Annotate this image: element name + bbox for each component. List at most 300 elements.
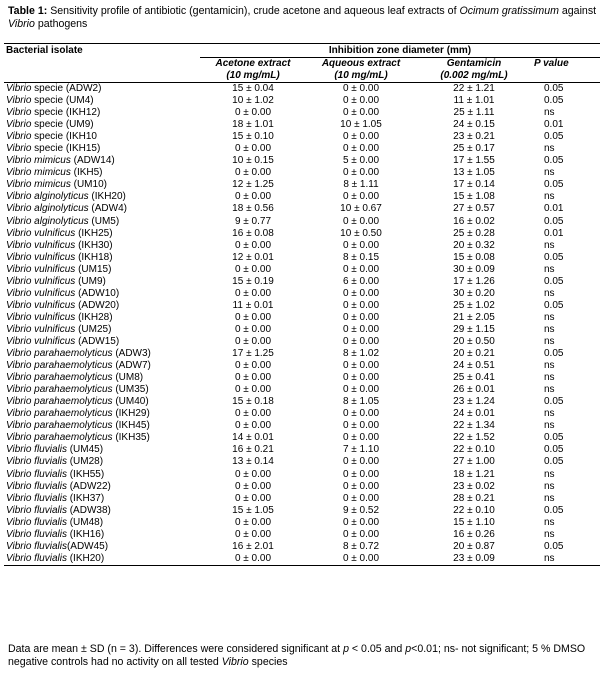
- isolate-strain: (IKH29): [112, 408, 150, 420]
- isolate-strain: (UM28): [66, 456, 104, 468]
- p-value-cell: ns: [544, 528, 555, 540]
- p-value-cell: 0.01: [544, 119, 564, 131]
- acetone-cell: 12 ± 1.25: [232, 179, 274, 191]
- gentamicin-cell: 23 ± 0.21: [453, 131, 495, 143]
- isolate-strain: (IKH28): [75, 311, 113, 323]
- aqueous-cell: 0 ± 0.00: [342, 239, 380, 251]
- isolate-strain: (UM35): [112, 384, 149, 396]
- isolate-cell: [4, 481, 200, 493]
- isolate-strain: (ADW7): [112, 360, 151, 372]
- p-value-cell: 0.05: [544, 215, 564, 227]
- aqueous-cell: 0 ± 0.00: [342, 95, 380, 107]
- aqueous-cell: 0 ± 0.00: [342, 311, 380, 323]
- p-value-cell: 0.05: [544, 504, 564, 516]
- p-value-cell: 0.05: [544, 95, 564, 107]
- aqueous-cell: 10 ± 1.05: [340, 119, 382, 131]
- acetone-cell: 0 ± 0.00: [234, 287, 272, 299]
- gentamicin-cell: 16 ± 0.26: [453, 528, 495, 540]
- aqueous-cell: 0 ± 0.00: [342, 299, 380, 311]
- p-value-cell: 0.05: [544, 456, 564, 468]
- isolate-cell: [4, 505, 200, 517]
- acetone-cell: 0 ± 0.00: [234, 516, 272, 528]
- gentamicin-cell: 11 ± 1.01: [453, 95, 495, 107]
- isolate-strain: (IKH18): [75, 251, 113, 263]
- isolate-cell: [4, 119, 200, 131]
- table-row: [4, 481, 600, 493]
- isolate-cell: [4, 155, 200, 167]
- isolate-cell: [4, 143, 200, 155]
- isolate-genus: Vibrio parahaemolyticus: [6, 432, 113, 444]
- p-value-cell: ns: [544, 360, 555, 372]
- gentamicin-cell: 25 ± 1.02: [453, 299, 495, 311]
- table-row: [4, 456, 600, 468]
- aqueous-cell: 0 ± 0.00: [342, 287, 380, 299]
- footnote-text: species: [248, 656, 288, 668]
- p-value-cell: 0.05: [544, 179, 564, 191]
- header-blank: [4, 58, 200, 71]
- isolate-genus: Vibrio: [6, 131, 32, 143]
- p-value-cell: ns: [544, 287, 555, 299]
- gentamicin-cell: 24 ± 0.01: [453, 408, 495, 420]
- table-footnote: [8, 643, 598, 669]
- isolate-strain: specie (UM9): [31, 119, 94, 131]
- p-value-cell: 0.05: [544, 348, 564, 360]
- isolate-cell: [4, 264, 200, 276]
- isolate-genus: Vibrio fluvialis: [6, 504, 67, 516]
- isolate-cell: [4, 95, 200, 107]
- aqueous-cell: 0 ± 0.00: [342, 191, 380, 203]
- isolate-strain: (UM5): [88, 215, 120, 227]
- isolate-strain: (IKH55): [66, 468, 105, 480]
- isolate-genus: Vibrio parahaemolyticus: [6, 396, 113, 408]
- isolate-genus: Vibrio fluvialis: [6, 492, 67, 504]
- isolate-genus: Vibrio vulnificus: [6, 287, 76, 299]
- isolate-genus: Vibrio fluvialis: [6, 552, 67, 564]
- aqueous-cell: 0 ± 0.00: [342, 167, 380, 179]
- isolate-cell: [4, 167, 200, 179]
- header-aqueous: Aqueous extract: [321, 58, 401, 69]
- isolate-cell: [4, 336, 200, 348]
- table-row: [4, 469, 600, 481]
- isolate-cell: [4, 529, 200, 541]
- acetone-cell: 0 ± 0.00: [234, 360, 272, 372]
- p-value-cell: 0.05: [544, 299, 564, 311]
- isolate-cell: [4, 360, 200, 372]
- isolate-cell: [4, 228, 200, 240]
- isolate-genus: Vibrio parahaemolyticus: [6, 372, 113, 384]
- p-value-cell: ns: [544, 239, 555, 251]
- table-row: [4, 107, 600, 119]
- p-value-cell: 0.05: [544, 540, 564, 552]
- isolate-strain: (ADW14): [70, 155, 115, 167]
- isolate-cell: [4, 408, 200, 420]
- p-value-cell: ns: [544, 143, 555, 155]
- isolate-cell: [4, 541, 200, 553]
- aqueous-cell: 0 ± 0.00: [342, 384, 380, 396]
- isolate-genus: Vibrio parahaemolyticus: [6, 360, 113, 372]
- aqueous-cell: 0 ± 0.00: [342, 131, 380, 143]
- isolate-cell: [4, 324, 200, 336]
- isolate-cell: [4, 131, 200, 143]
- p-value-cell: ns: [544, 191, 555, 203]
- isolate-genus: Vibrio: [6, 95, 32, 107]
- gentamicin-cell: 17 ± 1.26: [453, 275, 495, 287]
- gentamicin-cell: 22 ± 1.52: [453, 432, 495, 444]
- isolate-strain: (IKH35): [112, 432, 150, 444]
- aqueous-cell: 0 ± 0.00: [306, 553, 416, 566]
- acetone-cell: 0 ± 0.00: [234, 323, 272, 335]
- acetone-cell: 0 ± 0.00: [234, 311, 272, 323]
- table-row: [4, 228, 600, 240]
- aqueous-cell: 0 ± 0.00: [342, 528, 380, 540]
- header-row: [4, 58, 600, 71]
- gentamicin-cell: 23 ± 1.24: [453, 396, 495, 408]
- gentamicin-cell: 27 ± 0.57: [453, 203, 495, 215]
- p-value-cell: ns: [544, 384, 555, 396]
- caption-text: Sensitivity profile of antibiotic (gentamicin), crude acetone and aqueous leaf extracts of: [47, 5, 460, 17]
- isolate-genus: Vibrio: [6, 143, 32, 155]
- p-value-cell: 0.05: [544, 444, 564, 456]
- isolate-cell: [4, 252, 200, 264]
- isolate-cell: [4, 240, 200, 252]
- isolate-genus: Vibrio fluvialis: [6, 480, 67, 492]
- table-row: [4, 155, 600, 167]
- aqueous-cell: 0 ± 0.00: [342, 456, 380, 468]
- gentamicin-cell: 20 ± 0.50: [453, 336, 495, 347]
- acetone-cell: 15 ± 0.19: [232, 275, 274, 287]
- isolate-cell: [4, 191, 200, 203]
- table-row: [4, 119, 600, 131]
- acetone-cell: 15 ± 1.05: [232, 504, 274, 516]
- isolate-genus: Vibrio vulnificus: [6, 275, 76, 287]
- acetone-cell: 10 ± 0.15: [232, 155, 274, 167]
- p-value-cell: ns: [544, 468, 555, 480]
- acetone-cell: 0 ± 0.00: [234, 480, 272, 492]
- p-value-cell: 0.05: [544, 275, 564, 287]
- isolate-genus: Vibrio vulnificus: [6, 336, 76, 347]
- footnote-p: p: [405, 643, 412, 655]
- gentamicin-cell: 13 ± 1.05: [453, 167, 495, 179]
- acetone-cell: 0 ± 0.00: [234, 239, 272, 251]
- aqueous-cell: 0 ± 0.00: [342, 468, 380, 480]
- aqueous-cell: 8 ± 0.15: [342, 251, 380, 263]
- isolate-genus: Vibrio mimicus: [6, 155, 71, 167]
- header-aqueous-unit: (10 mg/mL): [306, 70, 416, 83]
- isolate-strain: (UM9): [75, 275, 106, 287]
- acetone-cell: 0 ± 0.00: [234, 420, 272, 432]
- gentamicin-cell: 22 ± 0.10: [453, 444, 495, 456]
- aqueous-cell: 0 ± 0.00: [342, 432, 380, 444]
- gentamicin-cell: 20 ± 0.32: [453, 239, 495, 251]
- table-row: [4, 384, 600, 396]
- table-caption: [8, 5, 598, 31]
- footnote-genus: Vibrio: [221, 656, 249, 668]
- aqueous-cell: 10 ± 0.67: [340, 203, 382, 215]
- gentamicin-cell: 25 ± 0.28: [453, 227, 495, 239]
- footnote-text: <0.01; ns- not significant; 5 % DMSO negative controls had no activity on all tested: [8, 643, 586, 668]
- isolate-strain: (IKH20): [88, 191, 126, 203]
- isolate-genus: Vibrio vulnificus: [6, 239, 76, 251]
- table-row: [4, 348, 600, 360]
- caption-text: pathogens: [34, 18, 88, 30]
- isolate-cell: [4, 276, 200, 288]
- aqueous-cell: 0 ± 0.00: [342, 372, 380, 384]
- caption-species: Ocimum gratissimum: [459, 5, 559, 17]
- isolate-genus: Vibrio: [6, 107, 32, 119]
- table-row: [4, 83, 600, 96]
- header-row: [4, 44, 600, 58]
- p-value-cell: 0.01: [544, 227, 564, 239]
- p-value-cell: ns: [544, 323, 555, 335]
- isolate-genus: Vibrio fluvialis: [6, 540, 67, 552]
- header-isolate: Bacterial isolate: [4, 44, 200, 58]
- gentamicin-cell: 18 ± 1.21: [453, 468, 495, 480]
- acetone-cell: 15 ± 0.18: [232, 396, 274, 408]
- isolate-cell: [4, 216, 200, 228]
- aqueous-cell: 0 ± 0.00: [342, 408, 380, 420]
- gentamicin-cell: 28 ± 0.21: [453, 492, 495, 504]
- isolate-cell: [4, 396, 200, 408]
- table-row: [4, 408, 600, 420]
- isolate-strain: (ADW15): [75, 336, 120, 347]
- p-value-cell: 0.05: [544, 131, 564, 143]
- footnote-p: p: [343, 643, 349, 655]
- gentamicin-cell: 25 ± 0.41: [453, 372, 495, 384]
- aqueous-cell: 0 ± 0.00: [342, 360, 380, 372]
- table-row: [4, 517, 600, 529]
- isolate-strain: (UM40): [112, 396, 149, 408]
- acetone-cell: 0 ± 0.00: [234, 191, 272, 203]
- p-value-cell: ns: [544, 516, 555, 528]
- table-row: [4, 505, 600, 517]
- isolate-cell: [4, 83, 200, 96]
- isolate-cell: [4, 300, 200, 312]
- acetone-cell: 15 ± 0.04: [232, 83, 274, 95]
- acetone-cell: 18 ± 0.56: [232, 203, 274, 215]
- isolate-cell: [4, 432, 200, 444]
- aqueous-cell: 8 ± 1.05: [342, 396, 380, 408]
- table-row: [4, 360, 600, 372]
- header-row: [4, 70, 600, 83]
- aqueous-cell: 10 ± 0.50: [340, 227, 382, 239]
- isolate-cell: [4, 288, 200, 300]
- acetone-cell: 0 ± 0.00: [234, 167, 272, 179]
- isolate-genus: Vibrio alginolyticus: [6, 191, 89, 203]
- isolate-genus: Vibrio fluvialis: [6, 456, 67, 468]
- gentamicin-cell: 24 ± 0.15: [453, 119, 495, 131]
- aqueous-cell: 7 ± 1.10: [342, 444, 380, 456]
- isolate-genus: Vibrio parahaemolyticus: [6, 384, 113, 396]
- isolate-strain: (ADW22): [66, 480, 111, 492]
- acetone-cell: 16 ± 0.08: [232, 227, 274, 239]
- isolate-cell: [4, 348, 200, 360]
- table-row: [4, 312, 600, 324]
- isolate-strain: (IKH37): [66, 492, 105, 504]
- p-value-cell: ns: [544, 336, 555, 347]
- table-row: [4, 420, 600, 432]
- isolate-cell: [4, 493, 200, 505]
- header-acetone-unit: (10 mg/mL): [200, 70, 306, 83]
- isolate-strain: (ADW4): [88, 203, 127, 215]
- isolate-strain: specie (IKH10: [31, 131, 97, 143]
- gentamicin-cell: 17 ± 1.55: [453, 155, 495, 167]
- p-value-cell: 0.05: [544, 251, 564, 263]
- aqueous-cell: 9 ± 0.52: [342, 504, 380, 516]
- aqueous-cell: 0 ± 0.00: [342, 492, 380, 504]
- isolate-strain: specie (IKH12): [31, 107, 101, 119]
- gentamicin-cell: 23 ± 0.02: [453, 480, 495, 492]
- aqueous-cell: 6 ± 0.00: [342, 275, 380, 287]
- footnote-text: Data are mean ± SD (n = 3). Differences were considered significant at: [8, 643, 344, 655]
- isolate-strain: (UM10): [70, 179, 107, 191]
- table-row: [4, 336, 600, 348]
- table-row: [4, 240, 600, 252]
- isolate-cell: [4, 517, 200, 529]
- isolate-strain: (IKH5): [70, 167, 103, 179]
- acetone-cell: 0 ± 0.00: [234, 528, 272, 540]
- aqueous-cell: 0 ± 0.00: [342, 323, 380, 335]
- acetone-cell: 14 ± 0.01: [232, 432, 274, 444]
- aqueous-cell: 0 ± 0.00: [342, 480, 380, 492]
- aqueous-cell: 8 ± 1.02: [342, 348, 380, 360]
- table-row: [4, 252, 600, 264]
- aqueous-cell: 8 ± 1.11: [343, 179, 379, 191]
- p-value-cell: ns: [544, 408, 555, 420]
- isolate-cell: [4, 456, 200, 468]
- p-value-cell: ns: [544, 492, 555, 504]
- isolate-genus: Vibrio vulnificus: [6, 263, 76, 275]
- acetone-cell: 0 ± 0.00: [234, 372, 272, 384]
- footnote-text: < 0.05 and: [348, 643, 406, 655]
- table-row: [4, 95, 600, 107]
- p-value-cell: 0.05: [544, 396, 564, 408]
- isolate-strain: (UM25): [75, 323, 112, 335]
- p-value-cell: ns: [544, 107, 555, 119]
- gentamicin-cell: 26 ± 0.01: [453, 384, 495, 396]
- aqueous-cell: 0 ± 0.00: [342, 107, 380, 119]
- gentamicin-cell: 15 ± 0.08: [453, 251, 495, 263]
- aqueous-cell: 5 ± 0.00: [342, 155, 380, 167]
- isolate-genus: Vibrio: [6, 119, 32, 131]
- p-value-cell: ns: [544, 263, 555, 275]
- table-row: [4, 529, 600, 541]
- gentamicin-cell: 20 ± 0.21: [453, 348, 495, 360]
- gentamicin-cell: 30 ± 0.09: [453, 263, 495, 275]
- isolate-strain: (ADW10): [75, 287, 120, 299]
- gentamicin-cell: 15 ± 1.08: [453, 191, 495, 203]
- gentamicin-cell: 15 ± 1.10: [453, 516, 495, 528]
- p-value-cell: ns: [544, 480, 555, 492]
- isolate-genus: Vibrio: [6, 83, 32, 95]
- acetone-cell: 0 ± 0.00: [234, 336, 272, 347]
- acetone-cell: 18 ± 1.01: [232, 119, 274, 131]
- isolate-cell: [4, 469, 200, 481]
- gentamicin-cell: 20 ± 0.87: [453, 540, 495, 552]
- header-gentamicin-unit: (0.002 mg/mL): [416, 70, 532, 83]
- table-row: [4, 131, 600, 143]
- gentamicin-cell: 24 ± 0.51: [453, 360, 495, 372]
- header-blank: [532, 70, 600, 83]
- gentamicin-cell: 16 ± 0.02: [453, 215, 495, 227]
- table-row: [4, 264, 600, 276]
- table-row: [4, 432, 600, 444]
- acetone-cell: 17 ± 1.25: [232, 348, 274, 360]
- table-row: [4, 216, 600, 228]
- p-value-cell: ns: [544, 311, 555, 323]
- table-row: [4, 203, 600, 215]
- isolate-cell: [4, 384, 200, 396]
- table-row: [4, 444, 600, 456]
- isolate-genus: Vibrio vulnificus: [6, 251, 76, 263]
- isolate-cell: [4, 444, 200, 456]
- isolate-strain: (ADW3): [112, 348, 151, 360]
- header-inhibition-zone: Inhibition zone diameter (mm): [200, 44, 600, 58]
- table-row: [4, 541, 600, 553]
- isolate-strain: (UM45): [66, 444, 104, 456]
- gentamicin-cell: 25 ± 0.17: [453, 143, 495, 155]
- acetone-cell: 0 ± 0.00: [234, 143, 272, 155]
- acetone-cell: 16 ± 2.01: [232, 540, 274, 552]
- aqueous-cell: 8 ± 0.72: [342, 540, 380, 552]
- gentamicin-cell: 23 ± 0.09: [416, 553, 532, 566]
- header-gentamicin: Gentamicin: [446, 58, 502, 69]
- isolate-cell: [4, 107, 200, 119]
- acetone-cell: 16 ± 0.21: [232, 444, 274, 456]
- table-row: [4, 288, 600, 300]
- isolate-strain: specie (ADW2): [31, 83, 102, 95]
- acetone-cell: 9 ± 0.77: [234, 215, 272, 227]
- isolate-strain: (IKH45): [112, 420, 150, 432]
- aqueous-cell: 0 ± 0.00: [342, 420, 380, 432]
- table-row: [4, 396, 600, 408]
- p-value-cell: ns: [532, 553, 600, 566]
- aqueous-cell: 0 ± 0.00: [342, 516, 380, 528]
- isolate-genus: Vibrio alginolyticus: [6, 215, 89, 227]
- acetone-cell: 12 ± 0.01: [232, 251, 274, 263]
- gentamicin-cell: 29 ± 1.15: [453, 323, 495, 335]
- isolate-genus: Vibrio parahaemolyticus: [6, 420, 113, 432]
- header-acetone: Acetone extract: [215, 58, 291, 69]
- isolate-cell: [4, 372, 200, 384]
- isolate-genus: Vibrio parahaemolyticus: [6, 348, 113, 360]
- p-value-cell: 0.05: [544, 83, 564, 95]
- table-row: [4, 493, 600, 505]
- acetone-cell: 0 ± 0.00: [234, 384, 272, 396]
- isolate-strain: (IKH30): [75, 239, 113, 251]
- table-row: [4, 143, 600, 155]
- aqueous-cell: 0 ± 0.00: [342, 215, 380, 227]
- gentamicin-cell: 27 ± 1.00: [453, 456, 495, 468]
- aqueous-cell: 0 ± 0.00: [342, 336, 380, 347]
- isolate-genus: Vibrio fluvialis: [6, 528, 67, 540]
- isolate-cell: [4, 420, 200, 432]
- aqueous-cell: 0 ± 0.00: [342, 143, 380, 155]
- table-row: [4, 300, 600, 312]
- table-row: [4, 276, 600, 288]
- isolate-strain: (IKH16): [66, 528, 105, 540]
- acetone-cell: 0 ± 0.00: [234, 107, 272, 119]
- isolate-cell: [4, 312, 200, 324]
- acetone-cell: 15 ± 0.10: [232, 131, 274, 143]
- sensitivity-table: [4, 43, 600, 566]
- isolate-genus: Vibrio fluvialis: [6, 468, 67, 480]
- isolate-cell: [4, 553, 200, 566]
- p-value-cell: 0.05: [544, 432, 564, 444]
- caption-label: Table 1:: [8, 5, 48, 17]
- p-value-cell: ns: [544, 167, 555, 179]
- isolate-strain: (ADW20): [75, 299, 120, 311]
- table-row: [4, 553, 600, 566]
